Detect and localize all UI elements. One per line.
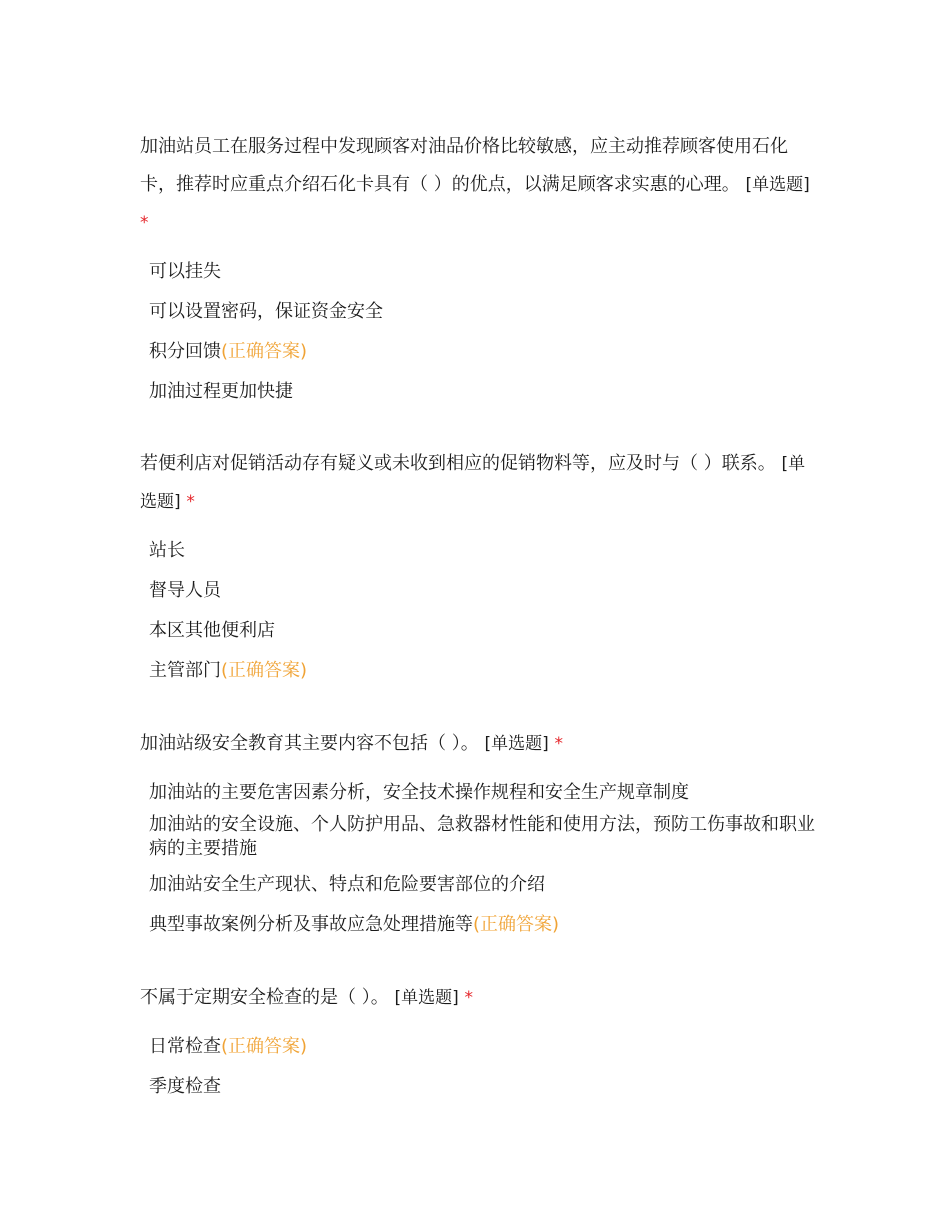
option-text: 典型事故案例分析及事故应急处理措施等 — [149, 914, 473, 935]
option-text: 季度检查 — [149, 1076, 221, 1097]
option-item[interactable] — [149, 252, 815, 292]
correct-answer-label: (正确答案) — [221, 1036, 308, 1057]
option-item[interactable] — [149, 865, 815, 905]
question-text: 加油站级安全教育其主要内容不包括（ ）。 — [140, 733, 479, 754]
question-2 — [140, 445, 815, 691]
option-text: 可以设置密码，保证资金安全 — [149, 301, 383, 322]
option-item[interactable] — [149, 905, 815, 945]
required-mark: * — [140, 213, 149, 233]
option-text: 加油站的主要危害因素分析，安全技术操作规程和安全生产规章制度 — [149, 782, 689, 803]
option-list — [140, 1027, 815, 1107]
question-text: 若便利店对促销活动存有疑义或未收到相应的促销物料等，应及时与（ ）联系。 — [140, 453, 776, 474]
question-type-label: [单选题] — [394, 988, 459, 1008]
option-text: 站长 — [149, 540, 185, 561]
option-item[interactable] — [149, 531, 815, 571]
question-4 — [140, 979, 815, 1107]
option-text: 加油站的安全设施、个人防护用品、急救器材性能和使用方法，预防工伤事故和职业病的主要措施 — [149, 814, 815, 859]
option-list — [140, 531, 815, 691]
option-text: 积分回馈 — [149, 341, 221, 362]
option-item[interactable] — [149, 292, 815, 332]
question-4-title — [140, 979, 815, 1017]
option-list — [140, 252, 815, 412]
option-item[interactable] — [149, 809, 815, 865]
question-1-title — [140, 128, 815, 242]
option-item[interactable] — [149, 332, 815, 372]
question-type-label: [单选题] — [745, 175, 810, 195]
option-item[interactable] — [149, 651, 815, 691]
required-mark: * — [554, 734, 563, 754]
option-item[interactable] — [149, 1027, 815, 1067]
option-item[interactable] — [149, 773, 815, 809]
option-text: 加油过程更加快捷 — [149, 381, 293, 402]
question-2-title — [140, 445, 815, 521]
option-text: 加油站安全生产现状、特点和危险要害部位的介绍 — [149, 874, 545, 895]
option-text: 日常检查 — [149, 1036, 221, 1057]
option-item[interactable] — [149, 1067, 815, 1107]
option-item[interactable] — [149, 611, 815, 651]
option-text: 本区其他便利店 — [149, 620, 275, 641]
correct-answer-label: (正确答案) — [221, 660, 308, 681]
option-text: 主管部门 — [149, 660, 221, 681]
question-type-label: [单选题] — [484, 734, 549, 754]
option-text: 督导人员 — [149, 580, 221, 601]
question-text: 加油站员工在服务过程中发现顾客对油品价格比较敏感，应主动推荐顾客使用石化卡，推荐时应重点介绍石化卡具有（ ）的优点，以满足顾客求实惠的心理。 — [140, 136, 788, 195]
question-text: 不属于定期安全检查的是（ ）。 — [140, 987, 389, 1008]
required-mark: * — [186, 492, 195, 512]
question-3 — [140, 725, 815, 945]
option-item[interactable] — [149, 571, 815, 611]
question-type-label: [单选题] — [140, 454, 806, 512]
option-item[interactable] — [149, 372, 815, 412]
required-mark: * — [464, 988, 473, 1008]
option-text: 可以挂失 — [149, 261, 221, 282]
correct-answer-label: (正确答案) — [473, 914, 560, 935]
question-3-title — [140, 725, 815, 763]
option-list — [140, 773, 815, 945]
question-1 — [140, 128, 815, 412]
correct-answer-label: (正确答案) — [221, 341, 308, 362]
